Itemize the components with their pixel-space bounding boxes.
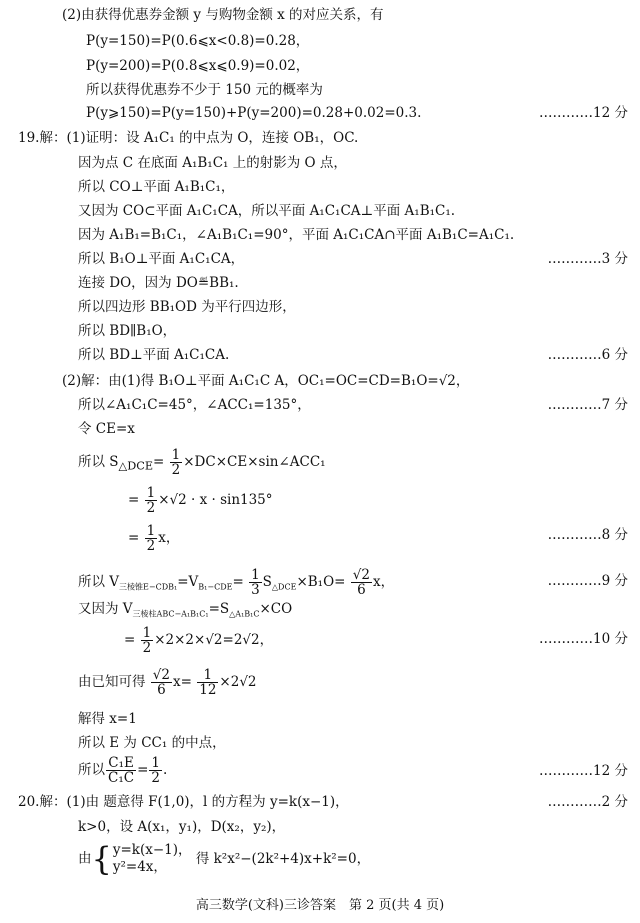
fraction: $\frac{\text{C₁E}}{\text{C₁C}}$: [108, 755, 135, 786]
q18-part2-intro: (2)由获得优惠券金额 y 与购物金额 x 的对应关系，有: [62, 7, 384, 23]
score-mark: …………10 分: [539, 631, 628, 647]
q18-eq-line-1: P(y=150)=P(0.6⩽x<0.8)=0.28，: [86, 33, 310, 49]
known-equation: 由已知可得 $\frac{√2}{6}$ x= $\frac{1}{12}$ ×2√2: [78, 667, 257, 698]
score-mark: …………12 分: [539, 763, 628, 779]
q19-line: 所以 BD∥B₁O，: [78, 323, 177, 339]
score-mark: …………12 分: [539, 105, 628, 121]
ratio-equation: 所以 $\frac{\text{C₁E}}{\text{C₁C}}$ = $\frac{1}{2}$ .: [78, 755, 168, 786]
q19-part2-heading: (2)解：由(1)得 B₁O⊥平面 A₁C₁C A，OC₁=OC=CD=B₁O=√2，: [62, 373, 470, 389]
q19-line: 解得 x=1: [78, 711, 137, 727]
fraction: $\frac{√2}{6}$: [352, 567, 370, 598]
prism-volume-result: = $\frac{1}{2}$ ×2×2×√2=2√2，: [124, 625, 274, 656]
score-mark: …………9 分: [547, 573, 628, 589]
fraction: $\frac{1}{2}$: [151, 755, 160, 786]
fraction: $\frac{√2}{6}$: [152, 667, 170, 698]
q19-line: 因为点 C 在底面 A₁B₁C₁ 上的射影为 O 点，: [78, 155, 347, 171]
score-mark: …………8 分: [547, 527, 628, 543]
fraction: $\frac{1}{2}$: [146, 523, 156, 554]
fraction: $\frac{1}{3}$: [251, 567, 260, 598]
area-equation-3: = $\frac{1}{2}$ x，: [128, 523, 180, 554]
q20-heading: 20.解：(1)由 题意得 F(1,0)，l 的方程为 y=k(x−1)，: [18, 794, 349, 810]
area-equation-1: 所以 $S_{\triangle DCE}=$ $\frac{1}{2}$ ×DC×CE×sin∠ACC₁: [78, 447, 326, 478]
volume-equation: 所以 $V_{三棱锥E-CDB_1}=V_{B_1-CDE}=$ $\frac{1}{3}$ $S_{\triangle DCE}\times B_1O=$ $\frac{√2}{6}$ x，: [78, 567, 395, 598]
q18-eq-line-3: P(y⩾150)=P(y=150)+P(y=200)=0.28+0.02=0.3.: [86, 105, 422, 121]
q19-line: 所以四边形 BB₁OD 为平行四边形，: [78, 299, 296, 315]
area-equation-2: = $\frac{1}{2}$ ×√2 · x · sin135°: [128, 485, 273, 516]
q19-heading: 19.解：(1)证明：设 A₁C₁ 的中点为 O，连接 OB₁，OC.: [18, 130, 359, 146]
fraction: $\frac{1}{2}$: [142, 625, 152, 656]
q20-line: k>0，设 A(x₁，y₁)，D(x₂，y₂)，: [78, 819, 286, 835]
score-mark: …………2 分: [547, 794, 628, 810]
score-mark: …………6 分: [547, 347, 628, 363]
q18-eq-line-2: P(y=200)=P(0.8⩽x⩽0.9)=0.02，: [86, 58, 310, 74]
brace-icon: {: [91, 840, 112, 878]
q19-line: 所以 B₁O⊥平面 A₁C₁CA，: [78, 251, 245, 267]
fraction: $\frac{1}{2}$: [146, 485, 156, 516]
q19-line: 所以 E 为 CC₁ 的中点，: [78, 735, 226, 751]
fraction: $\frac{1}{12}$: [199, 667, 217, 698]
equation-system: 由{ y=k(x−1)， y²=4x， 得 k²x²−(2k²+4)x+k²=0，: [78, 840, 371, 878]
q19-line: 连接 DO，因为 DO≝BB₁.: [78, 275, 239, 291]
score-mark: …………3 分: [547, 251, 628, 267]
q19-line: 所以 CO⊥平面 A₁B₁C₁，: [78, 179, 235, 195]
q18-text-line: 所以获得优惠券不少于 150 元的概率为: [86, 82, 323, 98]
score-mark: …………7 分: [547, 397, 628, 413]
q19-line: 因为 A₁B₁=B₁C₁，∠A₁B₁C₁=90°，平面 A₁C₁CA∩平面 A₁B₁C=A₁C₁.: [78, 227, 515, 243]
q19-line: 令 CE=x: [78, 421, 135, 437]
q19-line: 又因为 CO⊂平面 A₁C₁CA，所以平面 A₁C₁CA⊥平面 A₁B₁C₁.: [78, 203, 456, 219]
q19-line: 所以 BD⊥平面 A₁C₁CA.: [78, 347, 230, 363]
page-footer: 高三数学(文科)三诊答案 第 2 页(共 4 页): [195, 898, 445, 913]
q19-line: 所以∠A₁C₁C=45°，∠ACC₁=135°，: [78, 397, 311, 413]
fraction: $\frac{1}{2}$: [171, 447, 181, 478]
prism-volume-equation: 又因为 $V_{三棱柱ABC-A_1B_1C_1}=S_{\triangle A_1B_1C}\times CO$: [78, 601, 293, 619]
